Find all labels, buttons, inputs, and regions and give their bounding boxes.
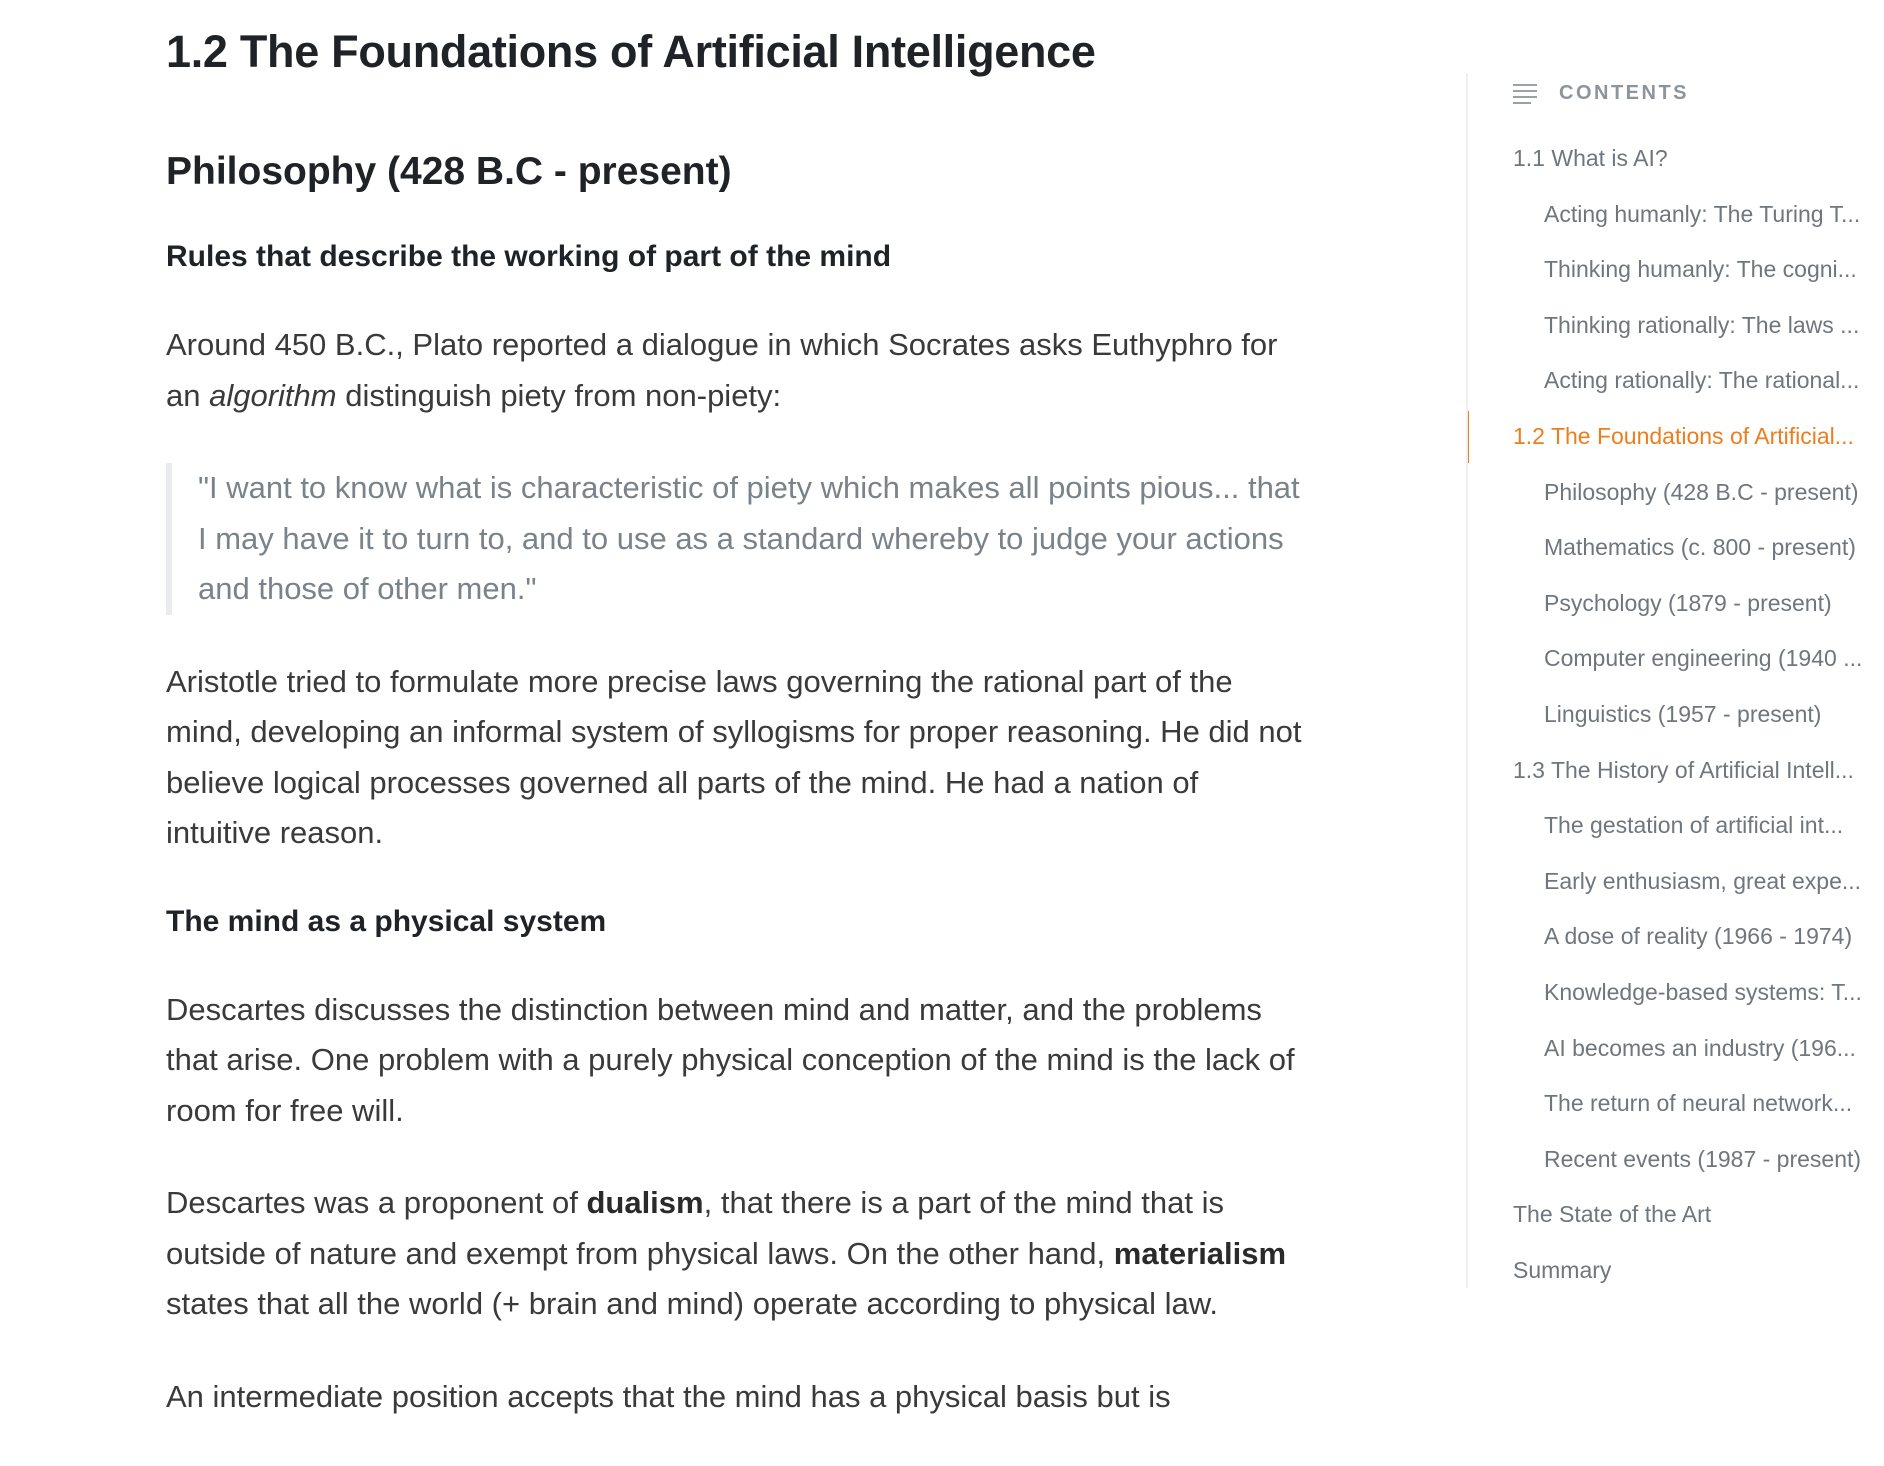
list-icon xyxy=(1513,83,1539,103)
toc-item[interactable]: Thinking rationally: The laws ... xyxy=(1544,311,1860,338)
toc-header xyxy=(1513,73,1884,113)
toc-item[interactable]: Early enthusiasm, great expe... xyxy=(1544,867,1862,894)
paragraph-dualism-text-3: states that all the world (+ brain and mind) operate according to physical law. xyxy=(166,1286,1218,1321)
toc-item[interactable]: Knowledge-based systems: T... xyxy=(1544,978,1862,1005)
toc-item-active[interactable]: 1.2 The Foundations of Artificial... xyxy=(1468,409,1884,465)
paragraph-plato-text-2: distinguish piety from non-piety: xyxy=(336,377,782,413)
paragraph-aristotle: Aristotle tried to formulate more precise laws governing the rational part of the mind, developing an informal system of syllogisms for proper reasoning. He did not believe logical processes governed all parts of the mind. He had a nation of intuitive reason. xyxy=(166,663,1302,850)
toc-header-label: CONTENTS xyxy=(1559,81,1689,104)
toc-item[interactable]: AI becomes an industry (196... xyxy=(1544,1034,1856,1061)
paragraph-plato-text-1: Around 450 B.C., Plato reported a dialogue in which Socrates asks Euthyphro for an xyxy=(166,327,1278,413)
toc-item[interactable]: The State of the Art xyxy=(1513,1201,1712,1228)
paragraph-dualism-text-2: , that there is a part of the mind that is outside of nature and exempt from physical laws. On the other hand, xyxy=(166,1185,1224,1271)
toc-item[interactable]: A dose of reality (1966 - 1974) xyxy=(1544,923,1853,950)
paragraph-dualism-text-1: Descartes was a proponent of xyxy=(166,1185,587,1220)
toc-item[interactable]: 1.1 What is AI? xyxy=(1513,145,1668,171)
term-dualism: dualism xyxy=(586,1185,704,1220)
toc-item[interactable]: Summary xyxy=(1513,1256,1612,1283)
toc-item[interactable]: Linguistics (1957 - present) xyxy=(1544,700,1822,727)
subheading-rules: Rules that describe the working of part of the mind xyxy=(166,240,892,273)
toc-item[interactable]: Thinking humanly: The cogni... xyxy=(1544,256,1857,283)
toc-list xyxy=(1468,131,1884,1298)
toc-item[interactable]: 1.3 The History of Artificial Intell... xyxy=(1513,756,1854,783)
paragraph-descartes-mind-matter: Descartes discusses the distinction between mind and matter, and the problems that arise. One problem with a purely physical conception of the mind is the lack of room for free will. xyxy=(166,991,1295,1128)
page-title: 1.2 The Foundations of Artificial Intelligence xyxy=(166,26,1096,77)
paragraph-plato xyxy=(166,320,1306,421)
paragraph-dualism xyxy=(166,1178,1306,1330)
article xyxy=(166,20,1306,1422)
toc-item[interactable]: The gestation of artificial int... xyxy=(1544,812,1844,839)
paragraph-intermediate-position: An intermediate position accepts that the mind has a physical basis but is xyxy=(166,1378,1171,1414)
toc-item[interactable]: Psychology (1879 - present) xyxy=(1544,589,1832,616)
term-materialism: materialism xyxy=(1113,1235,1287,1271)
toc-item[interactable]: The return of neural network... xyxy=(1544,1090,1853,1117)
toc-item[interactable]: Recent events (1987 - present) xyxy=(1544,1145,1862,1172)
toc-item[interactable]: Mathematics (c. 800 - present) xyxy=(1544,534,1856,561)
toc-item[interactable]: Computer engineering (1940 ... xyxy=(1544,645,1863,672)
subheading-physical-system: The mind as a physical system xyxy=(166,904,607,938)
toc-item[interactable]: Acting rationally: The rational... xyxy=(1544,367,1860,394)
toc-item[interactable]: Philosophy (428 B.C - present) xyxy=(1544,478,1859,505)
toc-item[interactable]: Acting humanly: The Turing T... xyxy=(1544,200,1861,227)
table-of-contents xyxy=(1466,73,1884,1288)
emphasis-algorithm: algorithm xyxy=(209,377,337,413)
section-heading: Philosophy (428 B.C - present) xyxy=(166,150,732,193)
blockquote-socrates: "I want to know what is characteristic of piety which makes all points pious... that I may have it to turn to, and to use as a standard whereby to judge your actions and those of other men." xyxy=(166,463,1306,615)
